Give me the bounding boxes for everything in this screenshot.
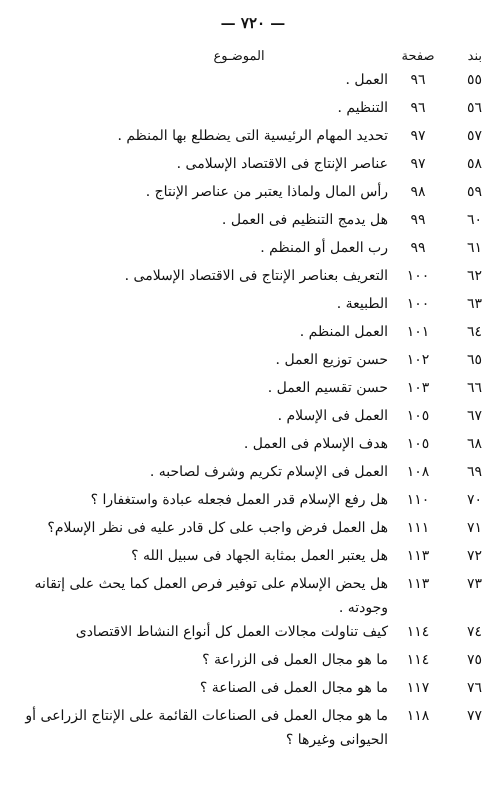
row-topic: ما هو مجال العمل فى الصناعات القائمة على الإنتاج الزراعى أو الحيوانى وغيرها ؟ [25, 708, 388, 748]
toc-row [24, 96, 482, 124]
toc-row [24, 704, 482, 752]
row-topic: كيف تناولت مجالات العمل كل أنواع النشاط الاقتصادى [75, 624, 388, 640]
row-topic: التنظيم . [337, 100, 388, 116]
toc-row [24, 152, 482, 180]
row-topic: هل رفع الإسلام قدر العمل فجعله عبادة واستغفارا ؟ [90, 492, 388, 508]
row-num: ٦٧ [466, 408, 482, 424]
toc-row [24, 68, 482, 96]
row-num: ٧٢ [466, 548, 482, 564]
toc-row [24, 488, 482, 516]
toc-row [24, 208, 482, 236]
row-topic: ما هو مجال العمل فى الزراعة ؟ [202, 652, 388, 668]
row-page: ١٠٢ [406, 352, 430, 368]
row-num: ٦٩ [466, 464, 482, 480]
row-num: ٧٦ [466, 680, 482, 696]
row-topic: العمل فى الإسلام تكريم وشرف لصاحبه . [149, 464, 388, 480]
row-page: ١٠٥ [406, 408, 430, 424]
row-page: ١٠٨ [406, 464, 430, 480]
toc-row [24, 320, 482, 348]
row-num: ٦٠ [466, 212, 482, 228]
row-num: ٧٧ [466, 708, 482, 724]
row-topic: العمل المنظم . [299, 324, 388, 340]
row-topic: ما هو مجال العمل فى الصناعة ؟ [199, 680, 388, 696]
toc-row [24, 348, 482, 376]
row-page: ٩٦ [410, 100, 426, 116]
header-topic: الموضـوع [213, 49, 265, 64]
row-num: ٥٥ [466, 72, 482, 88]
row-page: ٩٧ [410, 156, 426, 172]
toc-row [24, 620, 482, 648]
row-page: ١١٤ [406, 652, 430, 668]
row-topic: العمل . [345, 72, 388, 88]
row-num: ٧٤ [466, 624, 482, 640]
row-page: ١٠٥ [406, 436, 430, 452]
toc-row [24, 544, 482, 572]
toc-row [24, 236, 482, 264]
row-topic: هدف الإسلام فى العمل . [243, 436, 388, 452]
toc-row [24, 572, 482, 620]
row-num: ٦٨ [466, 436, 482, 452]
page-number: — ٧٢٠ — [220, 14, 286, 32]
row-topic: رأس المال ولماذا يعتبر من عناصر الإنتاج . [145, 184, 388, 200]
row-topic: هل العمل فرض واجب على كل قادر عليه فى نظر الإسلام؟ [47, 520, 388, 536]
row-page: ١١٧ [406, 680, 430, 696]
row-num: ٥٨ [466, 156, 482, 172]
row-num: ٥٦ [466, 100, 482, 116]
row-page: ٩٩ [410, 240, 426, 256]
row-topic: حسن تقسيم العمل . [267, 380, 388, 396]
row-topic: تحديد المهام الرئيسية التى يضطلع بها المنظم . [117, 128, 388, 144]
row-page: ١١١ [406, 520, 430, 536]
row-page: ٩٩ [410, 212, 426, 228]
toc-row [24, 648, 482, 676]
toc-list [24, 68, 482, 752]
row-num: ٦٦ [466, 380, 482, 396]
row-num: ٦٥ [466, 352, 482, 368]
toc-row [24, 264, 482, 292]
row-page: ١٠٠ [406, 296, 430, 312]
row-page: ١١٣ [406, 576, 430, 592]
row-page: ١١٨ [406, 708, 430, 724]
toc-row [24, 292, 482, 320]
row-page: ١٠٠ [406, 268, 430, 284]
row-page: ١٠٣ [406, 380, 430, 396]
toc-row [24, 676, 482, 704]
row-num: ٧١ [466, 520, 482, 536]
row-num: ٧٠ [466, 492, 482, 508]
toc-row [24, 376, 482, 404]
row-topic: هل يحض الإسلام على توفير فرص العمل كما يحث على إتقانه وجودته . [34, 576, 388, 616]
row-page: ١٠١ [406, 324, 430, 340]
row-page: ١١٠ [406, 492, 430, 508]
row-topic: العمل فى الإسلام . [277, 408, 388, 424]
toc-row [24, 460, 482, 488]
toc-row [24, 404, 482, 432]
row-topic: هل يدمج التنظيم فى العمل . [221, 212, 388, 228]
row-num: ٦٤ [466, 324, 482, 340]
toc-row [24, 180, 482, 208]
row-page: ١١٤ [406, 624, 430, 640]
row-topic: عناصر الإنتاج فى الاقتصاد الإسلامى . [176, 156, 388, 172]
row-page: ٩٧ [410, 128, 426, 144]
row-num: ٧٥ [466, 652, 482, 668]
toc-header [24, 36, 482, 64]
row-num: ٧٣ [466, 576, 482, 592]
row-topic: الطبيعة . [336, 296, 388, 312]
toc-row [24, 516, 482, 544]
row-page: ١١٣ [406, 548, 430, 564]
toc-row [24, 124, 482, 152]
row-num: ٥٧ [466, 128, 482, 144]
toc-row [24, 432, 482, 460]
row-topic: هل يعتبر العمل بمثابة الجهاد فى سبيل الله ؟ [131, 548, 388, 564]
row-num: ٦٣ [466, 296, 482, 312]
row-topic: التعريف بعناصر الإنتاج فى الاقتصاد الإسلامى . [124, 268, 388, 284]
row-page: ٩٨ [410, 184, 426, 200]
row-topic: رب العمل أو المنظم . [260, 240, 388, 256]
header-num: بند [467, 49, 482, 64]
row-num: ٦٢ [466, 268, 482, 284]
row-num: ٥٩ [466, 184, 482, 200]
row-num: ٦١ [466, 240, 482, 256]
header-page: صفحة [401, 49, 435, 64]
row-page: ٩٦ [410, 72, 426, 88]
row-topic: حسن توزيع العمل . [275, 352, 388, 368]
